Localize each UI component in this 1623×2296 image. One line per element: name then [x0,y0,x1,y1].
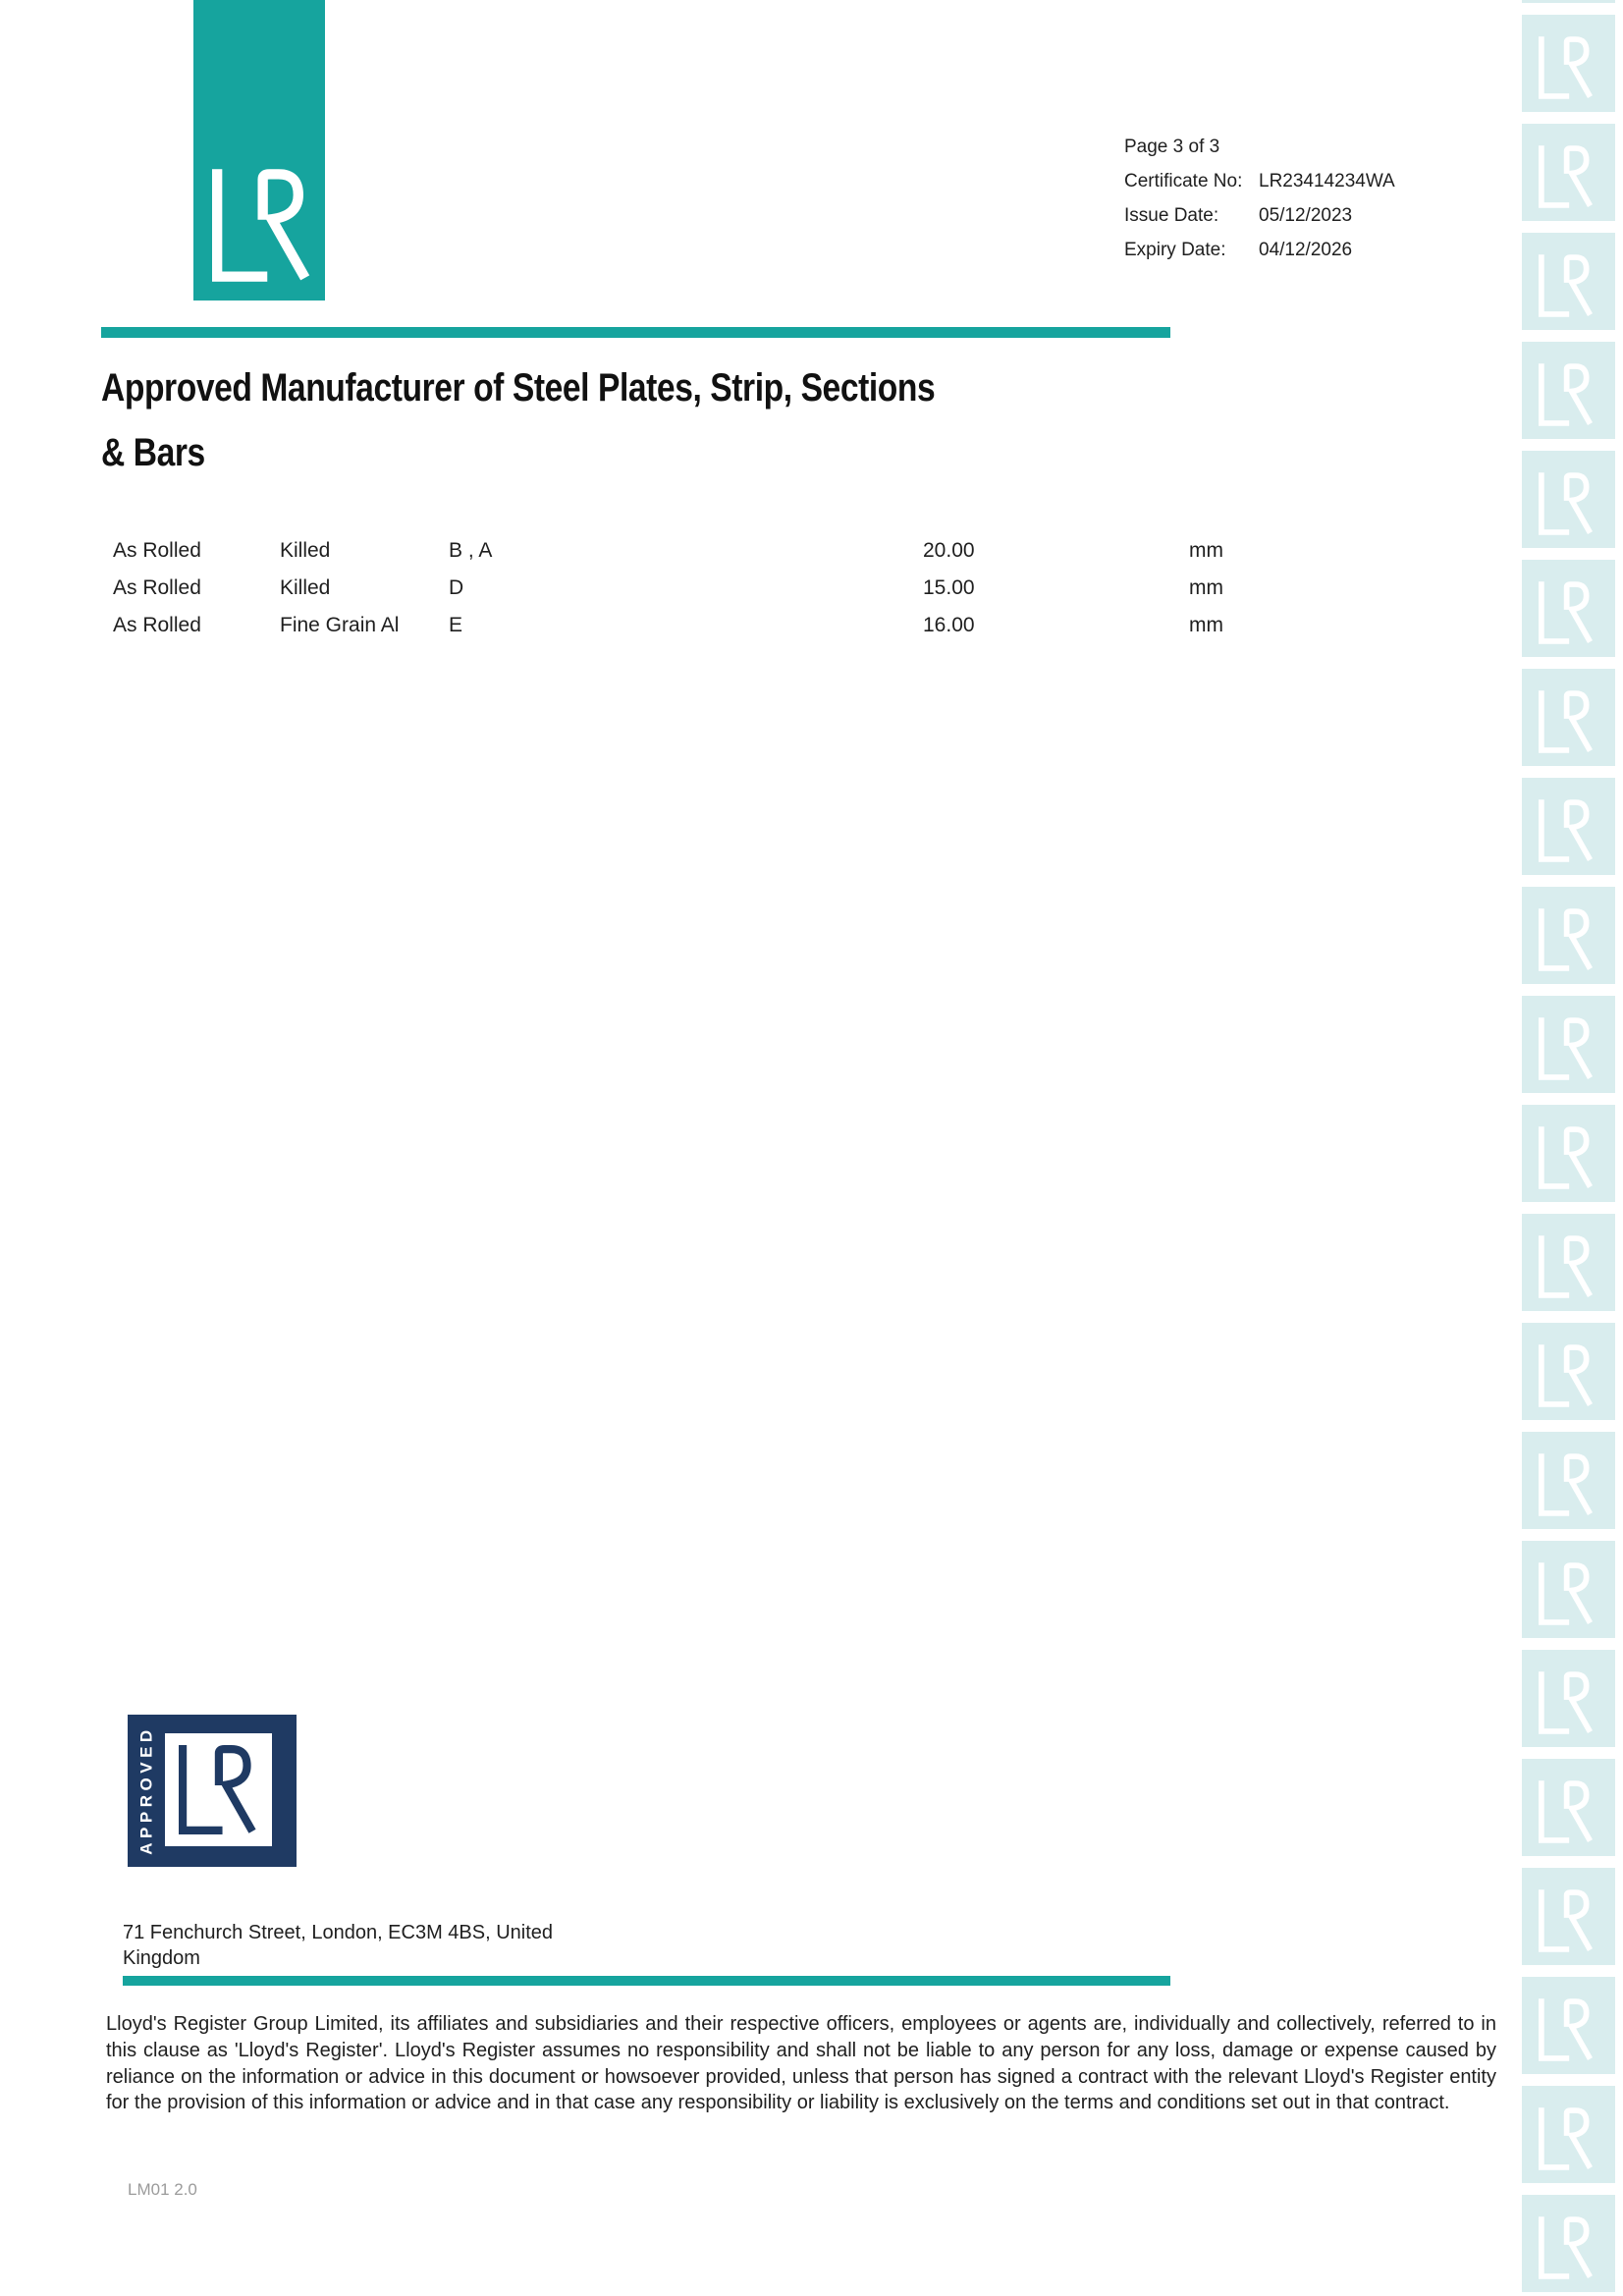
lr-watermark-tile [1522,0,1615,3]
lr-watermark-tile [1522,233,1615,330]
header-rule [101,327,1170,338]
page-indicator: Page 3 of 3 [1124,137,1220,157]
expiry-date-label: Expiry Date: [1124,240,1226,260]
lr-watermark-tile [1522,1214,1615,1311]
lr-watermark-tile [1522,1868,1615,1965]
lr-monogram-icon [1539,36,1594,99]
lr-watermark-tile [1522,15,1615,112]
issue-date-label: Issue Date: [1124,205,1219,226]
lr-monogram-icon [179,1745,257,1834]
expiry-date-value: 04/12/2026 [1259,240,1353,260]
lr-watermark-tile [1522,342,1615,439]
lr-watermark-tile [1522,996,1615,1093]
page-title-line-2: & Bars [101,431,205,474]
lr-monogram-icon [1539,690,1594,753]
office-address [123,1920,553,1971]
lr-watermark-tile [1522,1541,1615,1638]
lr-watermark-tile [1522,124,1615,221]
lr-monogram-icon [1539,799,1594,862]
table-row [113,532,1223,570]
lr-approved-badge-icon [128,1715,297,1867]
lr-monogram-icon [1539,254,1594,317]
lr-watermark-tile [1522,1105,1615,1202]
table-cell: 20.00 [923,539,975,562]
lr-watermark-tile [1522,1432,1615,1529]
lr-watermark-tile [1522,1977,1615,2074]
lr-watermark-strip [1522,0,1615,2296]
lr-monogram-icon [1539,1235,1594,1298]
lr-monogram-icon [1539,1889,1594,1952]
certificate-no-row [1124,168,1395,202]
issue-date-value: 05/12/2023 [1259,205,1353,226]
certificate-no-value: LR23414234WA [1259,171,1395,191]
header-meta [1124,134,1395,271]
lr-monogram-icon [1539,145,1594,208]
table-cell: As Rolled [113,614,201,636]
lr-watermark-tile [1522,669,1615,766]
table-cell: D [449,576,464,599]
lr-monogram-icon [1539,2107,1594,2170]
office-address-line-1: 71 Fenchurch Street, London, EC3M 4BS, United [123,1922,554,1943]
lr-monogram-icon [1539,1344,1594,1407]
table-row [113,570,1223,607]
table-cell: mm [1189,539,1223,562]
certificate-no-label: Certificate No: [1124,171,1243,191]
table-cell: 16.00 [923,614,975,636]
lr-monogram-icon [1539,472,1594,535]
table-cell: B , A [449,539,493,562]
lr-monogram-icon [1539,1562,1594,1625]
lr-monogram-icon [1539,2216,1594,2279]
document-code: LM01 2.0 [128,2180,197,2199]
table-cell: mm [1189,576,1223,599]
page-title [101,355,935,485]
legal-disclaimer: Lloyd's Register Group Limited, its affiliates and subsidiaries and their respective officers, employees or agents are, individually and collectively, referred to in this clause as 'Lloyd's Register'. Lloyd's Register assumes no responsibility and shall not be liable to any person for any loss, damage or expense caused by reliance on the information or advice in this document or howsoever provided, unless that person has signed a contract with the relevant Lloyd's Register entity for the provision of this information or advice and in that case any responsibility or liability is exclusively on the terms and conditions set out in that contract. [106,2013,1496,2114]
lr-monogram-icon [1539,581,1594,644]
lr-watermark-tile [1522,560,1615,657]
table-cell: mm [1189,614,1223,636]
lr-watermark-tile [1522,2086,1615,2183]
lr-watermark-tile [1522,1650,1615,1747]
lr-monogram-icon [1539,1126,1594,1189]
table-cell: Killed [280,539,331,562]
lr-monogram-icon [1539,1453,1594,1516]
issue-date-row [1124,202,1395,237]
footer-rule [123,1976,1170,1986]
table-cell: As Rolled [113,576,201,599]
lr-monogram-icon [1539,1780,1594,1843]
approved-badge-inner [165,1733,272,1846]
lr-monogram-icon [1539,363,1594,426]
table-cell: Killed [280,576,331,599]
page-title-line-1: Approved Manufacturer of Steel Plates, Strip, Sections [101,366,936,410]
lr-monogram-icon [1539,1017,1594,1080]
lr-watermark-tile [1522,1759,1615,1856]
table-cell: E [449,614,463,636]
lr-monogram-icon [1539,1998,1594,2061]
lr-monogram-icon [1539,1671,1594,1734]
approval-spec-table [113,532,1223,644]
lr-brand-logo [193,0,325,301]
table-cell: 15.00 [923,576,975,599]
lr-watermark-tile [1522,451,1615,548]
lr-monogram-icon [212,169,311,282]
lr-watermark-tile [1522,778,1615,875]
office-address-line-2: Kingdom [123,1947,200,1969]
approved-label: APPROVED [136,1725,156,1855]
table-cell: Fine Grain Al [280,614,400,636]
lr-monogram-icon [1539,908,1594,971]
table-row [113,607,1223,644]
expiry-date-row [1124,237,1395,271]
lr-watermark-tile [1522,1323,1615,1420]
lr-watermark-tile [1522,887,1615,984]
lr-watermark-tile [1522,2195,1615,2292]
table-cell: As Rolled [113,539,201,562]
